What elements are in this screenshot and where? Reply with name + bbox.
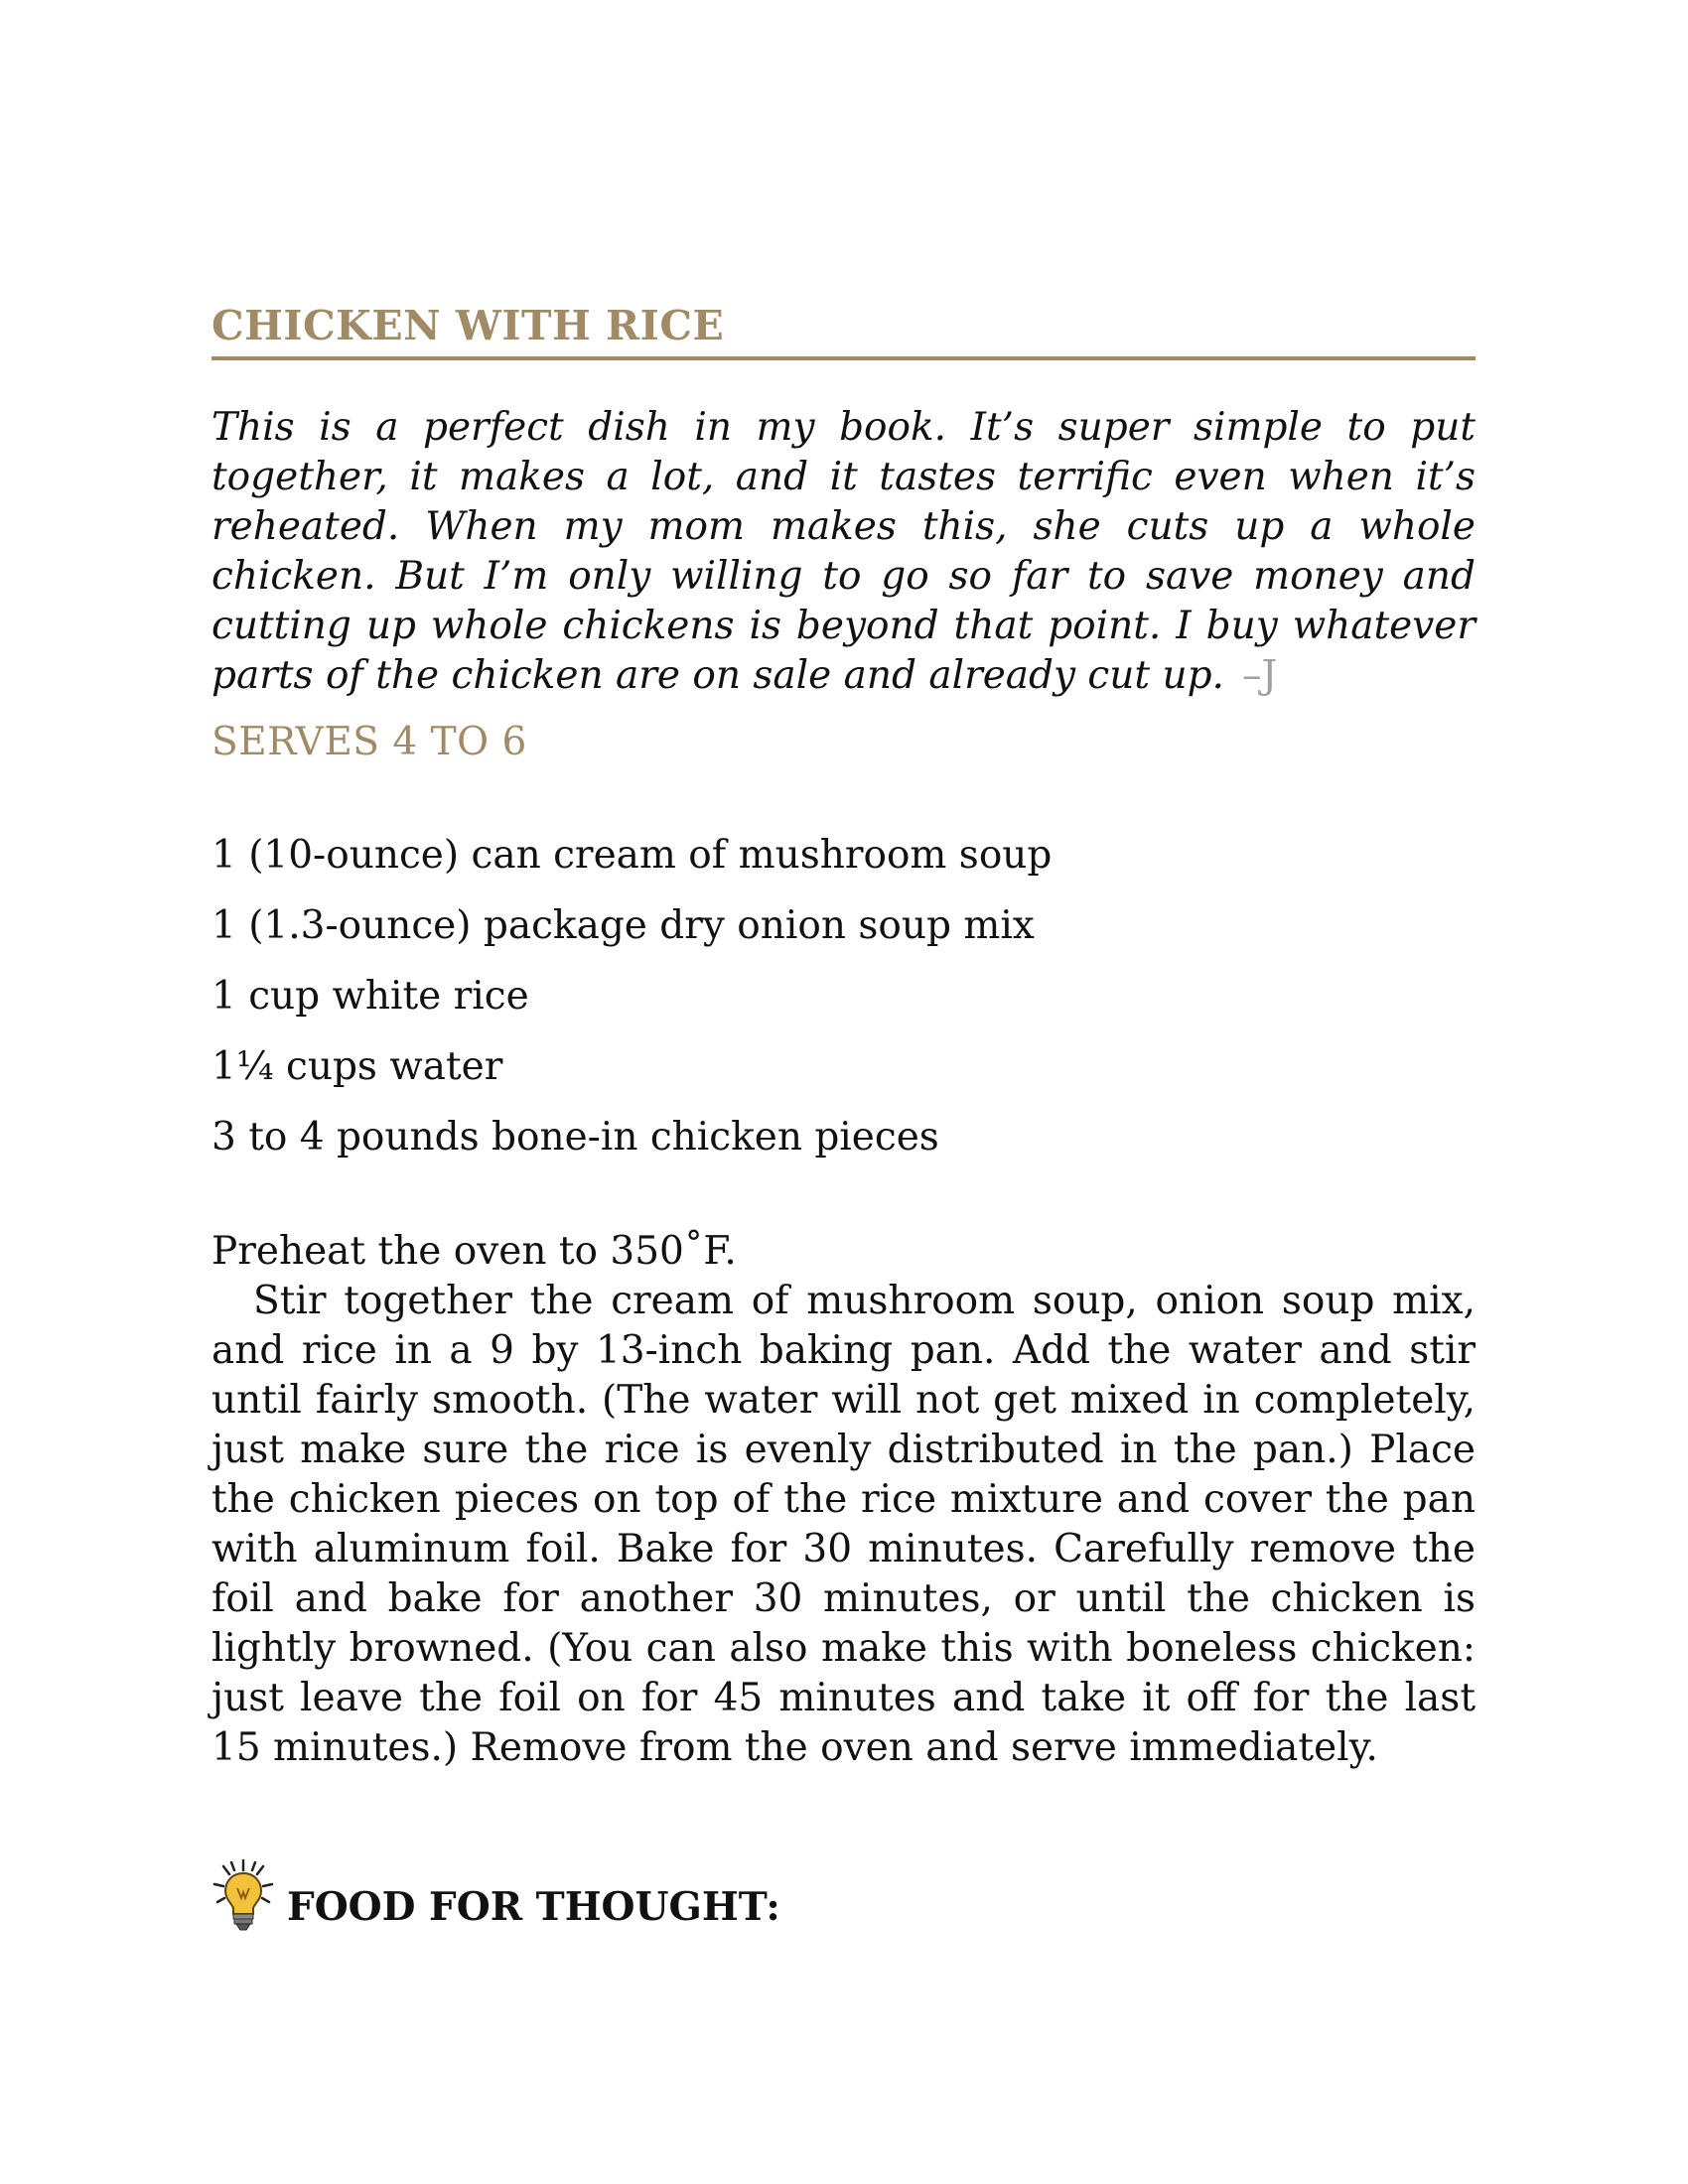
ingredient-item: 1 (1.3-ounce) package dry onion soup mix [211,903,1035,948]
intro-signature: –J [1241,653,1278,698]
recipe-title: CHICKEN WITH RICE [211,302,725,349]
recipe-intro [211,403,1476,701]
tip-title: FOOD FOR THOUGHT: [287,1884,780,1930]
ingredient-item: 1 (10-ounce) can cream of mushroom soup [211,833,1053,878]
title-divider [211,356,1476,360]
ingredient-item: 3 to 4 pounds bone-in chicken pieces [211,1115,939,1160]
method-section [211,1227,1476,1773]
method-step-main: Stir together the cream of mushroom soup, onion soup mix, and rice in a 9 by 13-inch baking pan. Add the water and stir until fairly smooth. (The water will not get mixed in completely, just make sure the rice is evenly distributed in the pan.) Place the chicken pieces on top of the rice mixture and cover the pan with aluminum foil. Bake for 30 minutes. Carefully remove the foil and bake for another 30 minutes, or until the chicken is lightly browned. (You can also make this with boneless chicken: just leave the foil on for 45 minutes and take it off for the last 15 minutes.) Remove from the oven and serve immediately. [211,1279,1476,1770]
ingredient-item: 1¼ cups water [211,1044,503,1089]
intro-text: This is a perfect dish in my book. It’s super simple to put together, it makes a lot, and it tastes terrific even when it’s reheated. When my mom makes this, she cuts up a whole chicken. But I’m only willing to go so far to save money and cutting up whole chickens is beyond that point. I buy whatever parts of the chicken are on sale and already cut up. [211,405,1476,698]
ingredient-list [211,828,1052,1180]
lightbulb-icon [211,1858,275,1934]
method-step-preheat: Preheat the oven to 350˚F. [211,1229,737,1274]
ingredient-item: 1 cup white rice [211,974,529,1019]
servings-label: SERVES 4 TO 6 [211,720,527,764]
